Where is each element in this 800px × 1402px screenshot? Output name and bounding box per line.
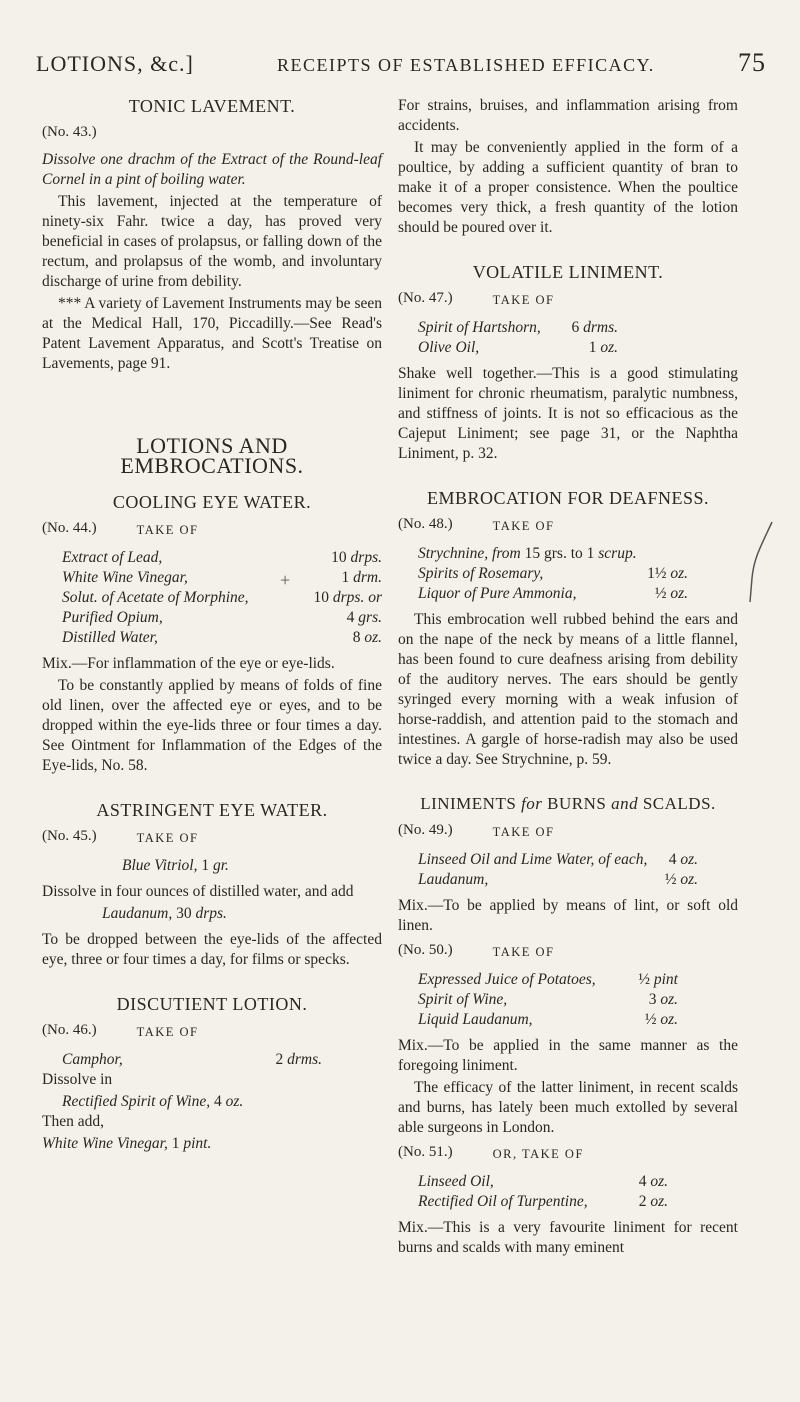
astringent-body: To be dropped between the eye-lids of the affected eye, three or four times a day, for films or specks. [42, 931, 382, 968]
deafness-heading: EMBROCATION FOR DEAFNESS. [426, 488, 710, 508]
burns-mix-50: Mix.—To be applied in the same manner as the foregoing liniment. [398, 1037, 738, 1074]
volatile-liniment-heading: VOLATILE LINIMENT. [472, 262, 664, 282]
take-of-label: TAKE OF [136, 831, 199, 845]
cooling-body: To be constantly applied by means of folds of fine old linen, over the affected eye or eyes, and to be dropped within the eye-lids three or four times a day. See Ointment for Inflammation of the Edges of the Eye-lids, No. 58. [42, 677, 382, 774]
astringent-mid: Dissolve in four ounces of distilled water, and add [42, 883, 354, 900]
ingredient-row: Expressed Juice of Potatoes, ½ pint [418, 971, 678, 988]
ingredient-row: Camphor, 2 drms. [62, 1051, 322, 1068]
ingredient-list [418, 970, 678, 1030]
burns-mix-51: Mix.—This is a very favourite liniment for recent burns and scalds with many eminent [398, 1219, 738, 1256]
running-head [36, 48, 766, 88]
recipe-number: (No. 47.) [398, 290, 453, 306]
ingredient-row: Strychnine, from 15 grs. to 1 scrup. [418, 545, 637, 562]
discutient-then: Then add, [42, 1113, 104, 1130]
ingredient-row: Linseed Oil and Lime Water, of each, 4 oz. [418, 851, 698, 868]
ingredient-row: Liquid Laudanum, ½ oz. [418, 1011, 678, 1028]
recipe-number: (No. 44.) [42, 520, 97, 536]
burns-efficacy: The efficacy of the latter liniment, in recent scalds and burns, has lately been much extolled by several able surgeons in London. [398, 1079, 738, 1136]
tonic-body: This lavement, injected at the temperature of ninety-six Fahr. twice a day, has proved very beneficial in cases of prolapsus, or falling down of the rectum, and prolapsus of the womb, and involuntary discharge of urine from debility. [42, 193, 382, 290]
pencil-bracket-mark [748, 518, 776, 604]
ingredient-row: Spirits of Rosemary, 1½ oz. [418, 565, 688, 582]
volatile-body: Shake well together.—This is a good stimulating liniment for chronic rheumatism, paralytic numbness, and stiffness of joints. It is not so efficacious as the Cajeput Liniment; see page 31, or the Naphtha Liniment, p. 32. [398, 365, 738, 462]
ingredient-row: Laudanum, ½ oz. [418, 871, 698, 888]
ingredient-line: Blue Vitriol, 1 gr. [122, 857, 229, 874]
ingredient-row: Extract of Lead, 10 drps. [62, 549, 382, 566]
burns-scalds-heading: LINIMENTS for BURNS and SCALDS. [420, 794, 716, 813]
tonic-lavement-heading: TONIC LAVEMENT. [128, 96, 296, 116]
ingredient-row: Liquor of Pure Ammonia, ½ oz. [418, 585, 688, 602]
take-of-label: TAKE OF [492, 825, 555, 839]
recipe-number-line [42, 1020, 382, 1042]
page-number: 75 [738, 48, 766, 77]
cooling-mix: Mix.—For inflammation of the eye or eye-lids. [42, 655, 335, 672]
take-of-label: TAKE OF [492, 519, 555, 533]
discutient-lotion-heading: DISCUTIENT LOTION. [116, 994, 308, 1014]
ingredient-list [418, 544, 688, 604]
ingredient-row: Linseed Oil, 4 oz. [418, 1173, 668, 1190]
recipe-number: (No. 45.) [42, 828, 97, 844]
poultice-text: It may be conveniently applied in the form of a poultice, by adding a sufficient quantity of bran to make it of a proper consistence. When the poultice becomes very thick, a fresh quantity of the lotion should be poured over it. [398, 139, 738, 236]
deafness-body: This embrocation well rubbed behind the ears and on the nape of the neck by means of a little flannel, has been found to cure deafness arising from debility of the auditory nerves. The ears should be gently syringed every morning with a weak infusion of horse-raddish, and attention paid to the stomach and intestines. A gargle of horse-radish may also be used twice a day. See Strychnine, p. 59. [398, 611, 738, 768]
ingredient-row: Spirit of Hartshorn, 6 drms. [418, 319, 618, 336]
running-head-title: RECEIPTS OF ESTABLISHED EFFICACY. [277, 55, 655, 75]
recipe-number-line [398, 940, 738, 962]
ingredient-line: Laudanum, 30 drps. [102, 905, 227, 922]
ingredient-list [418, 1172, 668, 1212]
recipe-number-line [398, 1142, 738, 1164]
ingredient-row: Distilled Water, 8 oz. [62, 629, 382, 646]
ingredient-line: Rectified Spirit of Wine, 4 oz. [62, 1093, 244, 1110]
recipe-number-line [398, 514, 738, 536]
recipe-number: (No. 48.) [398, 516, 453, 532]
recipe-number: (No. 51.) [398, 1144, 453, 1160]
section-heading: LOTIONS AND EMBROCATIONS. [120, 433, 304, 478]
recipe-number-line [42, 518, 382, 540]
recipe-number: (No. 50.) [398, 942, 453, 958]
strains-text: For strains, bruises, and inflammation arising from accidents. [398, 97, 738, 134]
tonic-intro: Dissolve one drachm of the Extract of the Round-leaf Cornel in a pint of boiling water. [42, 151, 382, 188]
ingredient-row: Spirit of Wine, 3 oz. [418, 991, 678, 1008]
running-head-left: LOTIONS, &c.] [36, 51, 194, 76]
recipe-number: (No. 49.) [398, 822, 453, 838]
ingredient-list [418, 850, 698, 890]
recipe-number-line [42, 122, 382, 142]
pencil-cross-mark: + [280, 570, 291, 590]
recipe-number: (No. 46.) [42, 1022, 97, 1038]
ingredient-row: Solut. of Acetate of Morphine, 10 drps. or [62, 589, 382, 606]
ingredient-row: Purified Opium, 4 grs. [62, 609, 382, 626]
take-of-label: TAKE OF [136, 523, 199, 537]
recipe-number-line [398, 820, 738, 842]
recipe-number: (No. 43.) [42, 124, 97, 140]
ingredient-line: White Wine Vinegar, 1 pint. [42, 1135, 212, 1152]
recipe-number-line [42, 826, 382, 848]
or-take-of-label: OR, TAKE OF [492, 1147, 584, 1161]
take-of-label: TAKE OF [136, 1025, 199, 1039]
left-column [42, 96, 382, 1160]
cooling-eye-water-heading: COOLING EYE WATER. [112, 492, 312, 512]
right-column [398, 96, 738, 1260]
tonic-note: *** A variety of Lavement Instruments may be seen at the Medical Hall, 170, Piccadilly.—See Read's Patent Lavement Apparatus, and Scott's Treatise on Lavements, page 91. [42, 295, 382, 372]
ingredient-list [62, 548, 382, 648]
recipe-number-line [398, 288, 738, 310]
ingredient-row: White Wine Vinegar, 1 drm. [62, 569, 382, 586]
ingredient-row: Olive Oil, 1 oz. [418, 339, 618, 356]
take-of-label: TAKE OF [492, 293, 555, 307]
burns-mix-49: Mix.—To be applied by means of lint, or soft old linen. [398, 897, 738, 934]
astringent-eye-water-heading: ASTRINGENT EYE WATER. [96, 800, 328, 820]
ingredient-row: Rectified Oil of Turpentine, 2 oz. [418, 1193, 668, 1210]
discutient-dissolve: Dissolve in [42, 1071, 113, 1088]
ingredient-list [418, 318, 618, 358]
take-of-label: TAKE OF [492, 945, 555, 959]
